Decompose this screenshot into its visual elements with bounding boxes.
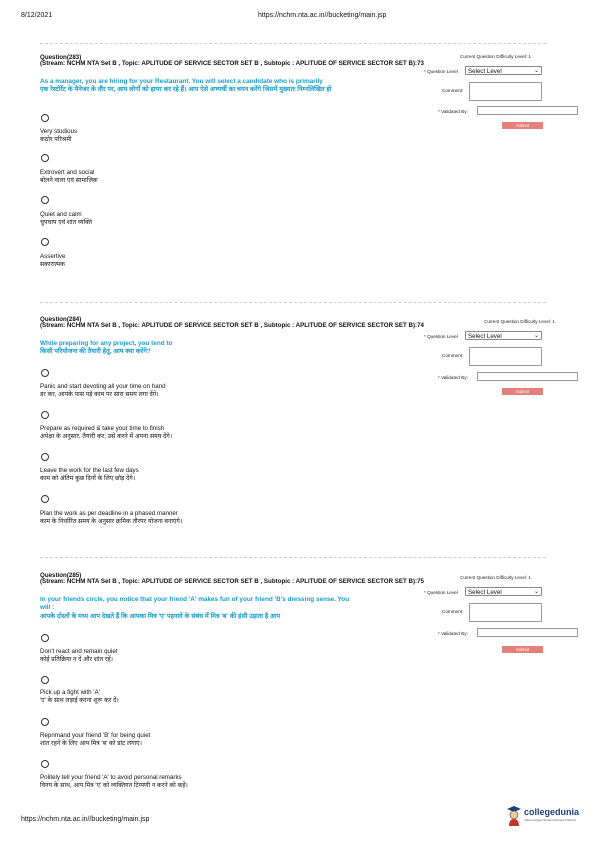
validated-by-label: * Validated By: — [438, 631, 468, 636]
option-radio[interactable] — [41, 154, 49, 162]
option-radio[interactable] — [41, 369, 49, 377]
question-number: Question(283) — [40, 54, 82, 61]
option-text: Don't react and remain quiet कोई प्रतिक्रिया न दें और शांत रहें। — [40, 648, 118, 663]
question-text-hi: आपके दोस्तों के मध्य आप देखते हैं कि आपका मित्र 'ए' पहनावे के संबंध में मित्र 'ब' की हंसी उड़ाता है आप — [40, 612, 281, 620]
question-block — [40, 54, 550, 284]
chevron-down-icon: ⌄ — [533, 589, 539, 595]
logo-tagline: India's largest Student Review Platform — [524, 818, 577, 822]
option-radio[interactable] — [41, 760, 49, 768]
divider — [40, 43, 546, 44]
comment-label: Comment: — [442, 353, 464, 358]
difficulty-label: Current Question Difficulty Level: 1 — [460, 575, 531, 580]
option-radio[interactable] — [41, 634, 49, 642]
question-text-en: In your friends circle, you notice that your friend 'A' makes fun of your friend 'B's dressing sense. You will : — [40, 596, 350, 612]
logo-name: collegedunia — [524, 807, 580, 817]
print-url: https://nchm.nta.ac.in//bucketing/main.jsp — [258, 12, 387, 19]
option-text: Very studious कठोर परिश्रमी — [40, 128, 78, 143]
graduate-avatar-icon — [506, 805, 522, 827]
question-level-select[interactable] — [465, 587, 542, 596]
question-text-en: While preparing for any project, you tend to — [40, 340, 173, 347]
chevron-down-icon: ⌄ — [533, 68, 539, 74]
chevron-down-icon: ⌄ — [533, 333, 539, 339]
comment-textarea[interactable] — [469, 603, 542, 622]
option-text: Plan the work as per deadline in a phased manner काम के निर्धारित समय के अनुसार क्रमिक तौरपर योजना बनाएंगे। — [40, 510, 183, 525]
option-text: Leave the work for the last few days काम को अंतिम कुछ दिनों के लिए छोड़ देंगे। — [40, 467, 139, 482]
option-text: Reprimand your friend 'B' for being quiet शांत रहने के लिए आप मित्र 'ब' को डांट लगाएं। — [40, 732, 151, 747]
option-radio[interactable] — [41, 411, 49, 419]
option-radio[interactable] — [41, 495, 49, 503]
option-radio[interactable] — [41, 718, 49, 726]
option-radio[interactable] — [41, 676, 49, 684]
option-text: Pick up a fight with 'A' 'ए' के साथ लड़ाई करना शुरू कर दें। — [40, 689, 119, 704]
question-level-select[interactable] — [465, 331, 542, 340]
footer-url: https://nchm.nta.ac.in//bucketing/main.jsp — [21, 816, 150, 823]
question-level-label: * Question Level — [424, 69, 458, 74]
question-text — [40, 78, 370, 95]
question-text — [40, 596, 360, 621]
question-stream: (Stream: NCHM NTA Set B , Topic: APLITUDE OF SERVICE SECTOR SET B , Subtopic : APLITUDE OF SERVICE SECTOR SET B):74 — [40, 322, 425, 329]
question-text-hi: एक रेस्टोरेंट के मैनेजर के तौर पर, आप लोगों को हायर कर रहे हैं। आप ऐसे अभ्यर्थी का चयन करेंगे जिसमें मुख्यतः निम्नलिखित हो — [40, 86, 332, 94]
submit-button[interactable]: Submit — [502, 122, 543, 129]
comment-textarea[interactable] — [469, 347, 542, 366]
question-number: Question(284) — [40, 316, 82, 323]
validated-by-input[interactable] — [477, 628, 578, 637]
question-stream: (Stream: NCHM NTA Set B , Topic: APLITUDE OF SERVICE SECTOR SET B , Subtopic : APLITUDE OF SERVICE SECTOR SET B):73 — [40, 60, 425, 67]
difficulty-label: Current Question Difficulty Level: 1 — [484, 319, 555, 324]
comment-label: Comment: — [442, 88, 464, 93]
divider — [40, 557, 546, 558]
question-text-hi: किसी परियोजना की तैयारी हेतु, आप क्या करेंगे? — [40, 348, 151, 356]
question-block — [40, 572, 550, 802]
submit-button[interactable]: Submit — [502, 388, 543, 395]
select-value: Select Level — [468, 68, 502, 75]
question-level-label: * Question Level — [424, 334, 458, 339]
difficulty-label: Current Question Difficulty Level: 1 — [460, 54, 531, 59]
select-value: Select Level — [468, 589, 502, 596]
validated-by-label: * Validated By: — [438, 109, 468, 114]
option-text: Extrovert and social बोलने वाला एवं सामाजिक — [40, 169, 98, 184]
collegedunia-logo — [506, 805, 590, 829]
option-text: Politely tell your friend 'A' to avoid personal remarks विनय के साथ, आप मित्र 'ए' को व्यक्तिगत टिप्पणी न करने को कहें। — [40, 774, 188, 789]
validated-by-input[interactable] — [477, 372, 578, 381]
comment-textarea[interactable] — [469, 82, 542, 101]
validated-by-label: * Validated By: — [438, 375, 468, 380]
option-radio[interactable] — [41, 114, 49, 122]
option-text: Panic and start devoting all your time on hand डर कर, आपके पास पड़े काम पर सारा समय लगा देंगे। — [40, 383, 166, 398]
question-text-en: As a manager, you are hiring for your Restaurant. You will select a candidate who is primarily — [40, 78, 323, 85]
comment-label: Comment: — [442, 609, 464, 614]
submit-button[interactable]: Submit — [502, 646, 543, 653]
question-block — [40, 316, 555, 546]
question-stream: (Stream: NCHM NTA Set B , Topic: APLITUDE OF SERVICE SECTOR SET B , Subtopic : APLITUDE OF SERVICE SECTOR SET B):75 — [40, 578, 425, 585]
option-radio[interactable] — [41, 453, 49, 461]
question-level-label: * Question Level — [424, 590, 458, 595]
option-text: Prepare as required & take your time to finish अपेक्षा के अनुसार, तैयारी कर, उसे करने में अपना समय देंगे। — [40, 425, 173, 440]
option-radio[interactable] — [41, 238, 49, 246]
print-date: 8/12/2021 — [21, 12, 53, 19]
option-text: Assertive सकारात्मक — [40, 253, 66, 268]
option-text: Quiet and calm चुपचाप एवं शांत व्यक्ति — [40, 211, 92, 226]
question-level-select[interactable] — [465, 66, 542, 75]
divider — [40, 302, 546, 303]
option-radio[interactable] — [41, 196, 49, 204]
question-text — [40, 340, 370, 357]
validated-by-input[interactable] — [477, 106, 578, 115]
question-number: Question(285) — [40, 572, 82, 579]
select-value: Select Level — [468, 333, 502, 340]
